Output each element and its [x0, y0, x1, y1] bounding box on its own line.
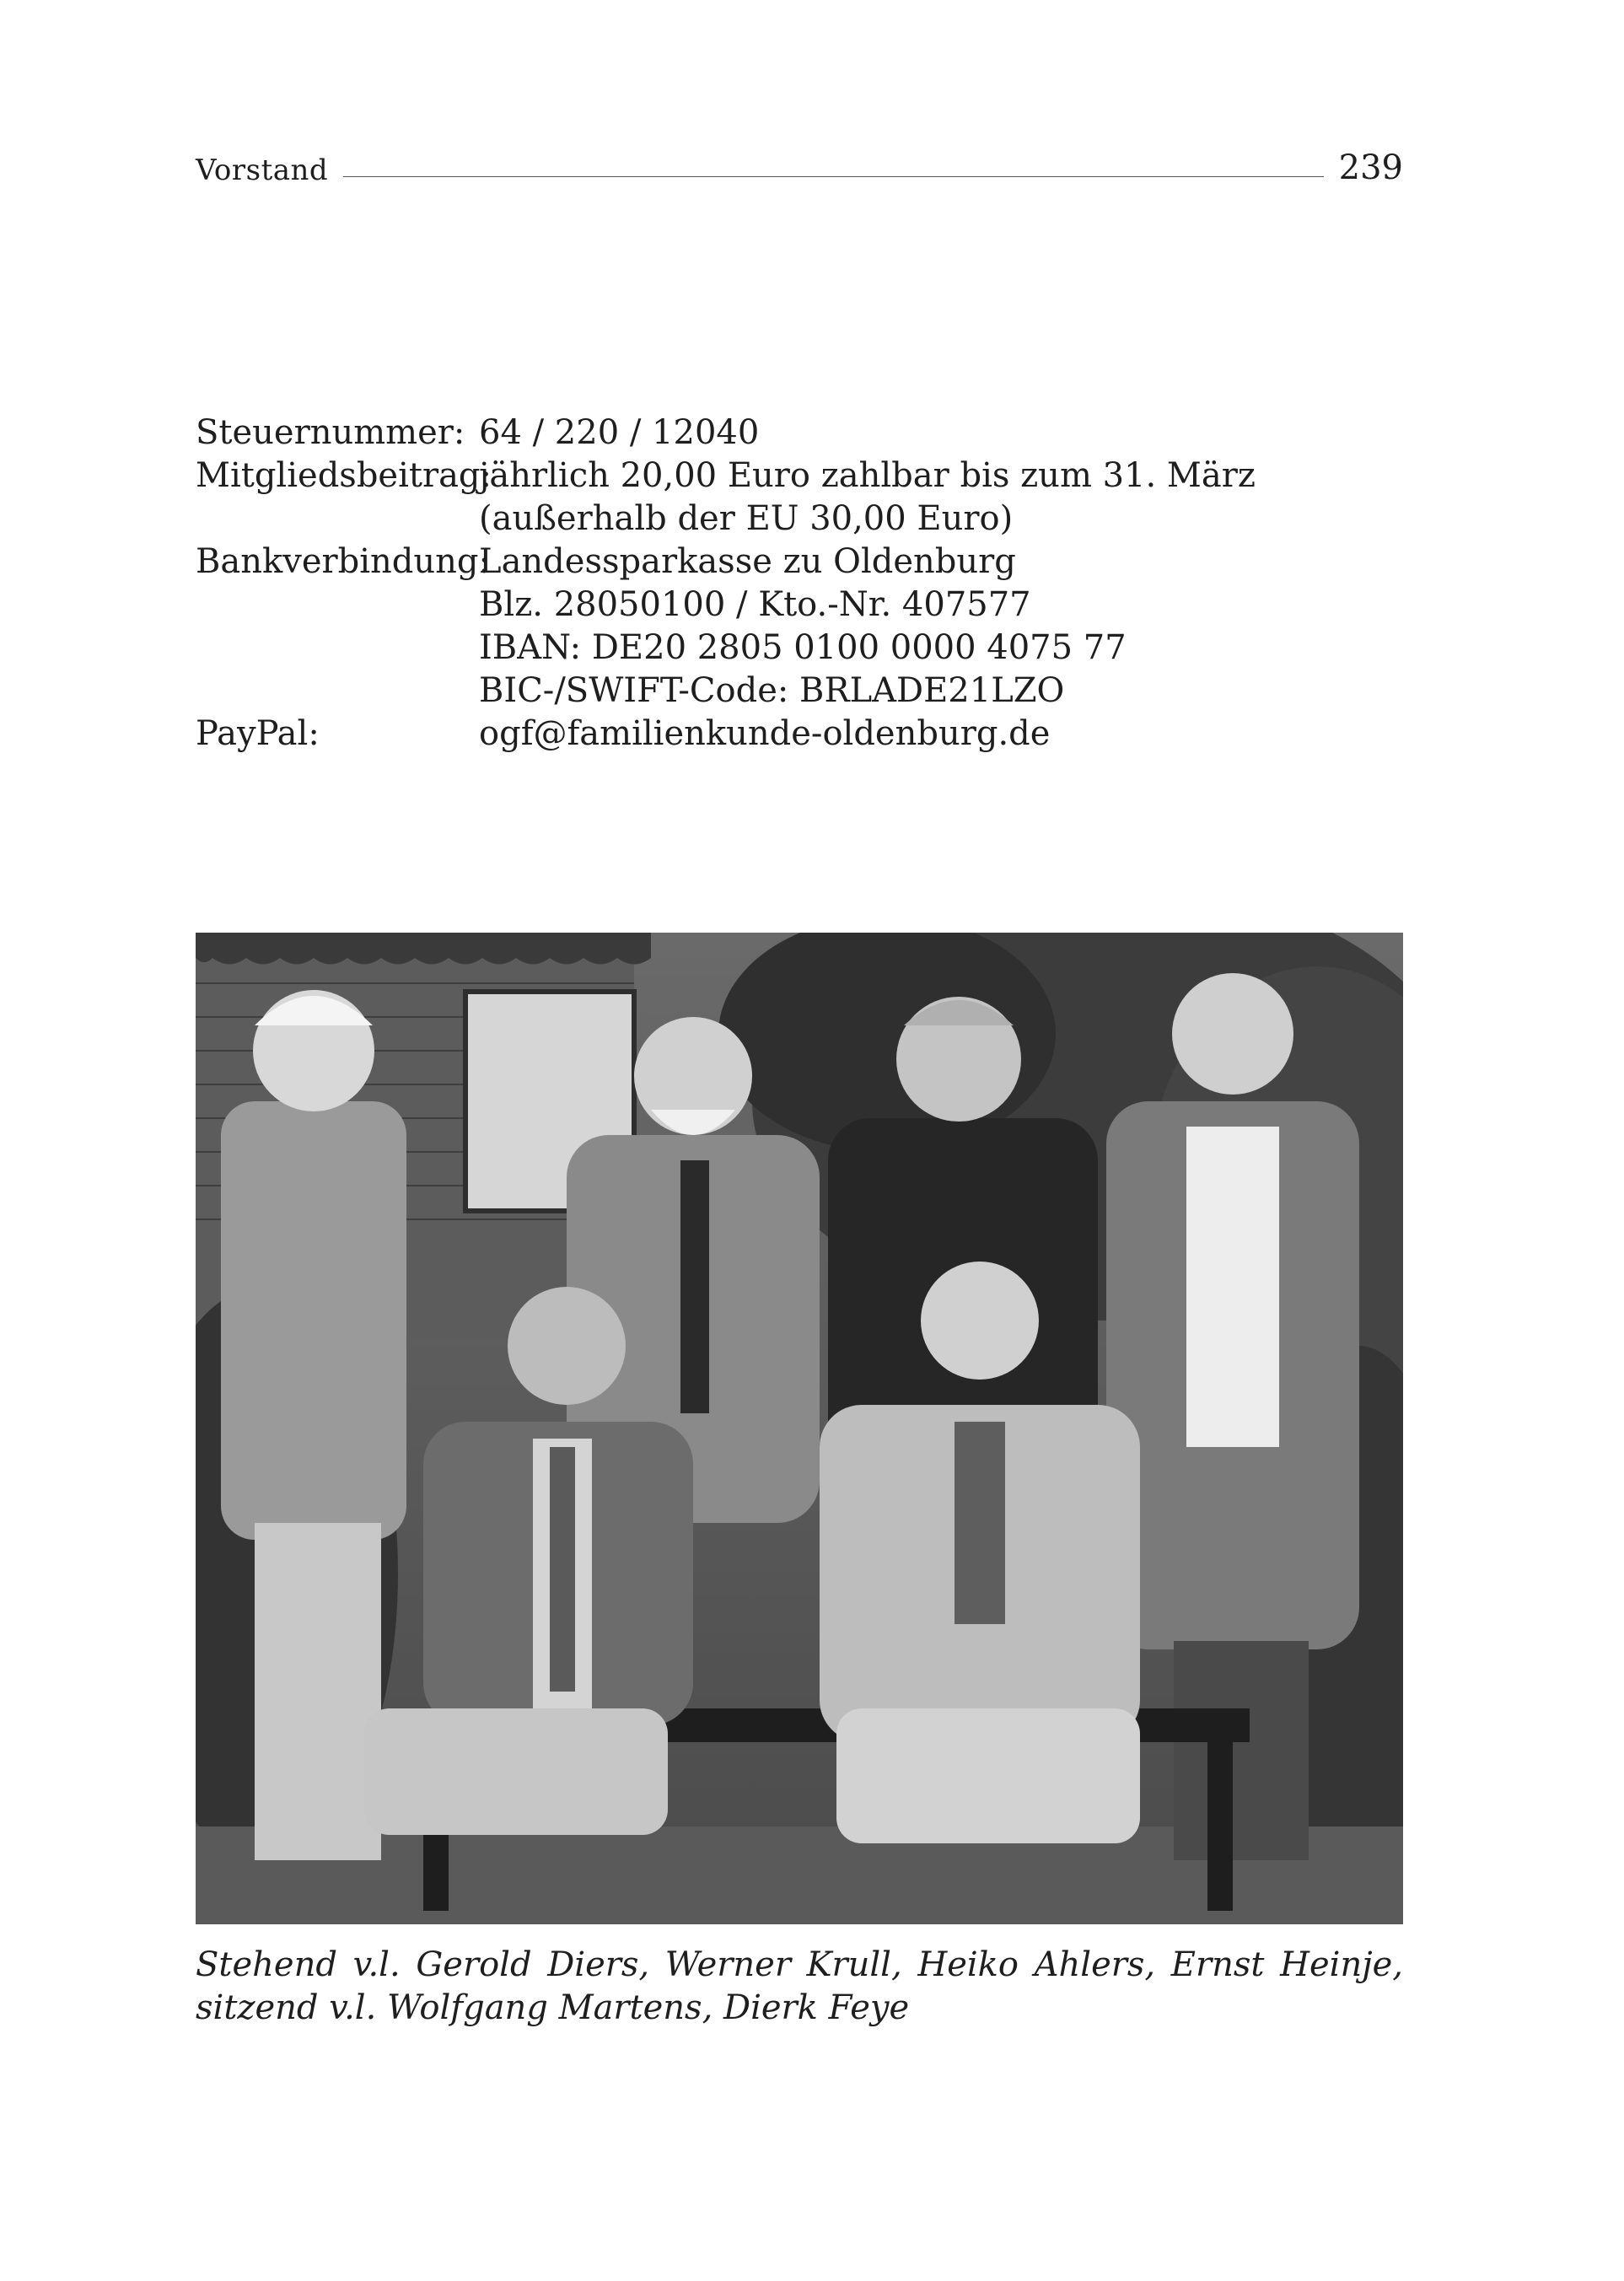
- info-values: [479, 713, 1050, 756]
- group-photo: [196, 933, 1403, 1924]
- page-number: 239: [1338, 148, 1403, 187]
- info-values: [479, 541, 1127, 713]
- info-label: Mitgliedsbeitrag:: [196, 456, 492, 495]
- info-value: Landessparkasse zu Oldenburg: [479, 542, 1016, 581]
- info-value: Blz. 28050100 / Kto.-Nr. 407577: [479, 585, 1031, 624]
- photo-caption: Stehend v.l. Gerold Diers, Werner Krull, Heiko Ahlers, Ernst Heinje, sitzend v.l. Wolfgang Martens, Dierk Feye: [196, 1945, 1403, 2027]
- running-header: [196, 148, 1403, 187]
- header-rule: [343, 176, 1323, 177]
- info-value: (außerhalb der EU 30,00 Euro): [479, 499, 1014, 538]
- info-label: PayPal:: [196, 714, 320, 753]
- info-value: jährlich 20,00 Euro zahlbar bis zum 31. März: [479, 456, 1256, 495]
- info-value: ogf@familienkunde-oldenburg.de: [479, 714, 1051, 753]
- info-row-membership-fee: [196, 455, 1256, 541]
- header-section-title: Vorstand: [196, 153, 329, 187]
- association-info: [196, 412, 1256, 756]
- info-value: BIC-/SWIFT-Code: BRLADE21LZO: [479, 671, 1065, 710]
- group-photo-illustration: [196, 933, 1403, 1924]
- info-label: Bankverbindung:: [196, 542, 491, 581]
- info-row-paypal: [196, 713, 1256, 756]
- info-value: IBAN: DE20 2805 0100 0000 4075 77: [479, 628, 1127, 667]
- info-label: Steuernummer:: [196, 413, 465, 452]
- info-values: [479, 455, 1256, 541]
- info-row-bank-details: [196, 541, 1256, 713]
- info-row-tax-number: [196, 412, 1256, 455]
- info-value: 64 / 220 / 12040: [479, 413, 760, 452]
- info-values: [479, 412, 759, 455]
